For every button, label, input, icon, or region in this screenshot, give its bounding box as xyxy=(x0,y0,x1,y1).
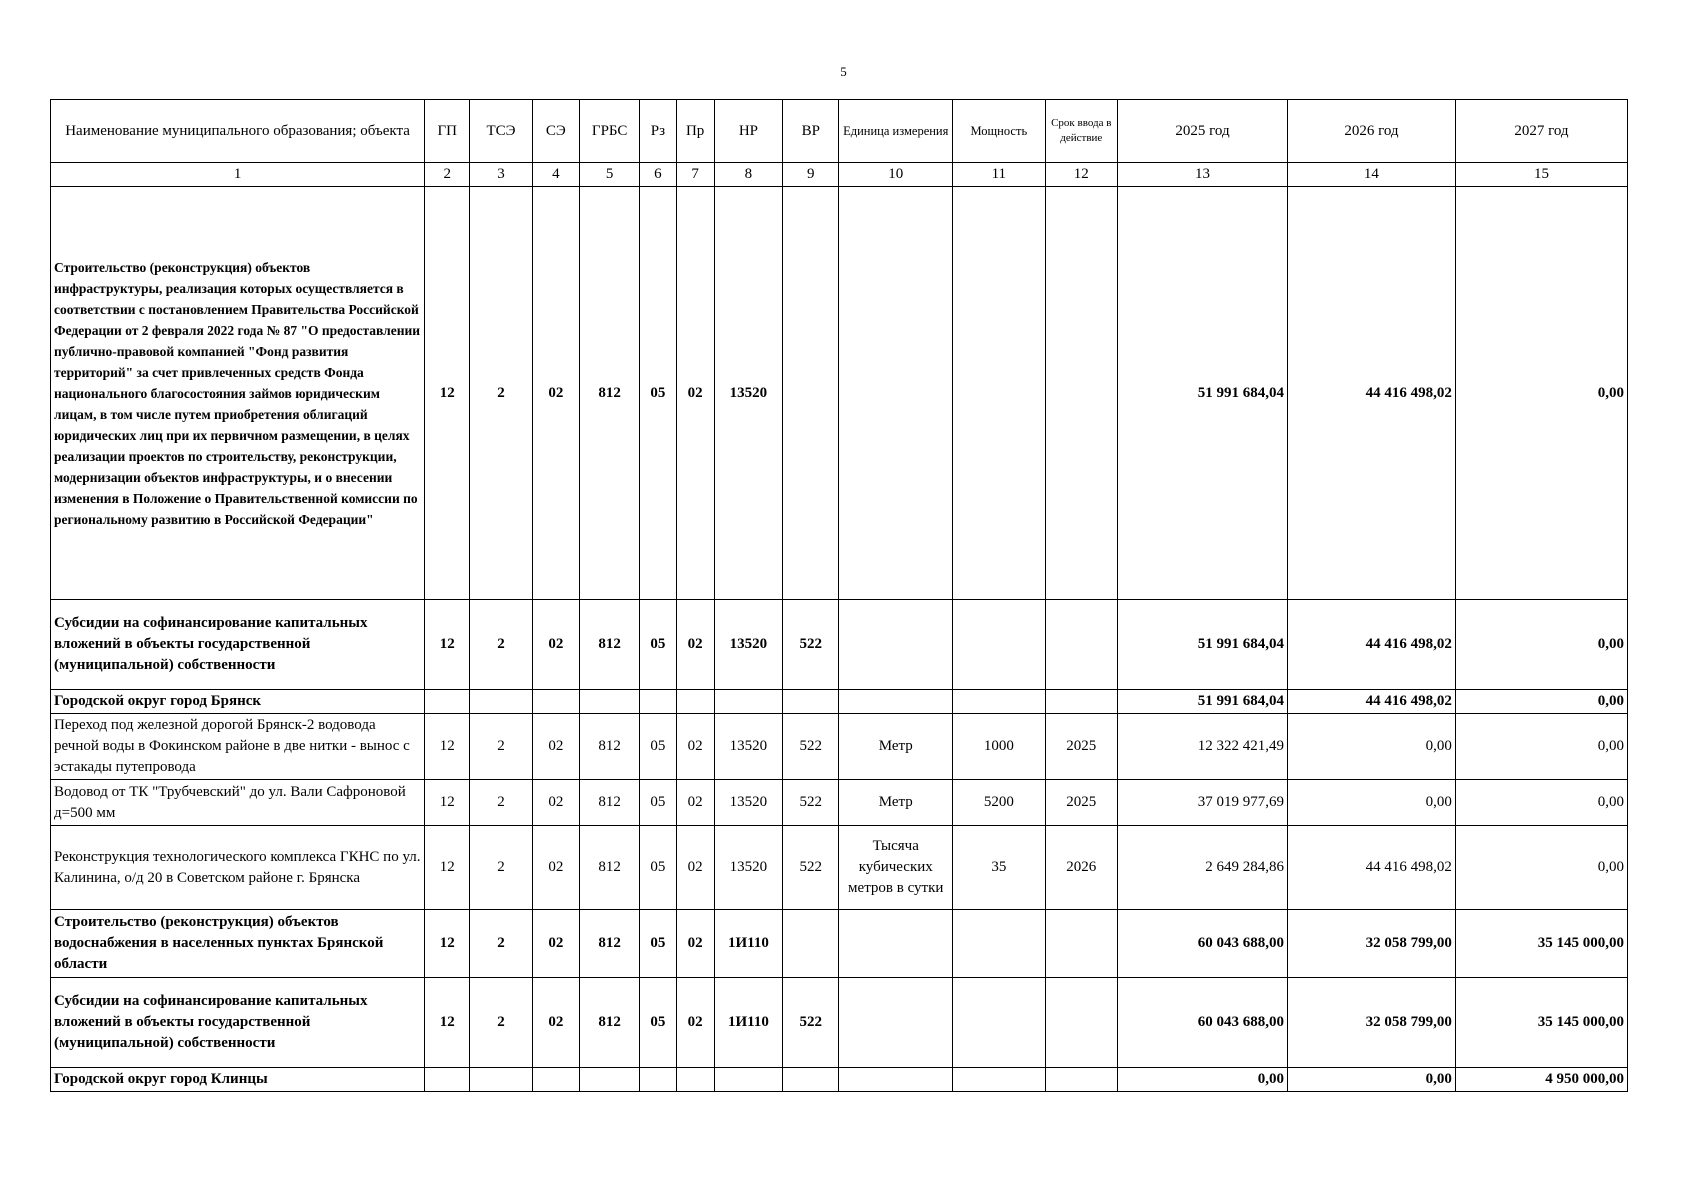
col-number: 13 xyxy=(1117,163,1287,187)
header-2027: 2027 год xyxy=(1455,100,1627,163)
row-term xyxy=(1045,978,1117,1068)
row-2025: 0,00 xyxy=(1117,1068,1287,1092)
row-name: Субсидии на софинансирование капитальных вложений в объекты государственной (муниципальной) собственности xyxy=(51,600,425,690)
table-row xyxy=(51,780,1628,826)
row-2026: 0,00 xyxy=(1287,714,1455,780)
budget-table xyxy=(50,99,1628,1092)
header-2025: 2025 год xyxy=(1117,100,1287,163)
row-nr: 13520 xyxy=(714,714,782,780)
row-pr: 02 xyxy=(676,910,714,978)
row-se: 02 xyxy=(532,714,579,780)
row-unit xyxy=(839,600,953,690)
table-row xyxy=(51,826,1628,910)
col-number: 5 xyxy=(579,163,639,187)
row-2025: 12 322 421,49 xyxy=(1117,714,1287,780)
header-grbs: ГРБС xyxy=(579,100,639,163)
row-name: Водовод от ТК "Трубчевский" до ул. Вали Сафроновой д=500 мм xyxy=(51,780,425,826)
row-gp: 12 xyxy=(425,600,470,690)
page-number: 5 xyxy=(840,64,847,79)
row-se: 02 xyxy=(532,826,579,910)
table-header xyxy=(51,100,1628,163)
row-2026: 44 416 498,02 xyxy=(1287,187,1455,600)
header-gp: ГП xyxy=(425,100,470,163)
col-number: 15 xyxy=(1455,163,1627,187)
table-row xyxy=(51,187,1628,600)
header-capacity: Мощность xyxy=(953,100,1046,163)
col-number: 14 xyxy=(1287,163,1455,187)
row-2027: 35 145 000,00 xyxy=(1455,978,1627,1068)
empty-cell xyxy=(676,1068,714,1092)
row-grbs: 812 xyxy=(579,780,639,826)
row-unit: Метр xyxy=(839,780,953,826)
row-name: Реконструкция технологического комплекса ГКНС по ул. Калинина, о/д 20 в Советском районе г. Брянска xyxy=(51,826,425,910)
empty-cell xyxy=(714,1068,782,1092)
row-capacity xyxy=(953,600,1046,690)
row-tse: 2 xyxy=(470,780,532,826)
table-row xyxy=(51,600,1628,690)
row-capacity: 35 xyxy=(953,826,1046,910)
row-vr xyxy=(783,910,839,978)
row-rz: 05 xyxy=(640,187,676,600)
row-2025: 60 043 688,00 xyxy=(1117,978,1287,1068)
empty-cell xyxy=(579,690,639,714)
row-name: Строительство (реконструкция) объектов инфраструктуры, реализация которых осуществляется в соответствии с постановлением Правительства Российской Федерации от 2 февраля 2022 года № 87 "О предоставлении публично-правовой компанией "Фонд развития территорий" за счет привлеченных средств Фонда национального благосостояния займов юридическим лицам, в том числе путем приобретения облигаций юридических лиц при их первичном размещении, в целях реализации проектов по строительству, реконструкции, модернизации объектов инфраструктуры, и о внесении изменения в Положение о Правительственной комиссии по региональному развитию в Российской Федерации" xyxy=(51,187,425,600)
row-2026: 0,00 xyxy=(1287,780,1455,826)
empty-cell xyxy=(783,690,839,714)
empty-cell xyxy=(425,690,470,714)
table-row xyxy=(51,714,1628,780)
empty-cell xyxy=(532,690,579,714)
row-capacity xyxy=(953,187,1046,600)
row-rz: 05 xyxy=(640,714,676,780)
row-2026: 44 416 498,02 xyxy=(1287,826,1455,910)
table-row xyxy=(51,978,1628,1068)
row-name: Субсидии на софинансирование капитальных вложений в объекты государственной (муниципальной) собственности xyxy=(51,978,425,1068)
row-se: 02 xyxy=(532,780,579,826)
row-gp: 12 xyxy=(425,714,470,780)
header-tse: ТСЭ xyxy=(470,100,532,163)
row-term: 2026 xyxy=(1045,826,1117,910)
row-2025: 51 991 684,04 xyxy=(1117,600,1287,690)
row-se: 02 xyxy=(532,187,579,600)
header-term: Срок ввода в действие xyxy=(1045,100,1117,163)
row-2027: 0,00 xyxy=(1455,826,1627,910)
row-2026: 0,00 xyxy=(1287,1068,1455,1092)
row-2027: 35 145 000,00 xyxy=(1455,910,1627,978)
row-gp: 12 xyxy=(425,187,470,600)
row-capacity xyxy=(953,910,1046,978)
row-gp: 12 xyxy=(425,978,470,1068)
empty-cell xyxy=(953,690,1046,714)
row-vr: 522 xyxy=(783,714,839,780)
row-2025: 37 019 977,69 xyxy=(1117,780,1287,826)
row-capacity xyxy=(953,978,1046,1068)
row-grbs: 812 xyxy=(579,187,639,600)
row-pr: 02 xyxy=(676,780,714,826)
row-unit xyxy=(839,910,953,978)
row-grbs: 812 xyxy=(579,826,639,910)
row-vr: 522 xyxy=(783,780,839,826)
row-se: 02 xyxy=(532,910,579,978)
row-rz: 05 xyxy=(640,780,676,826)
empty-cell xyxy=(532,1068,579,1092)
col-number: 2 xyxy=(425,163,470,187)
row-grbs: 812 xyxy=(579,910,639,978)
row-term: 2025 xyxy=(1045,780,1117,826)
col-number: 12 xyxy=(1045,163,1117,187)
row-2026: 32 058 799,00 xyxy=(1287,978,1455,1068)
row-grbs: 812 xyxy=(579,714,639,780)
row-name: Городской округ город Брянск xyxy=(51,690,425,714)
empty-cell xyxy=(470,690,532,714)
row-grbs: 812 xyxy=(579,600,639,690)
row-2027: 0,00 xyxy=(1455,187,1627,600)
empty-cell xyxy=(714,690,782,714)
row-name: Строительство (реконструкция) объектов водоснабжения в населенных пунктах Брянской области xyxy=(51,910,425,978)
col-number: 11 xyxy=(953,163,1046,187)
col-number: 7 xyxy=(676,163,714,187)
row-2027: 0,00 xyxy=(1455,690,1627,714)
row-tse: 2 xyxy=(470,978,532,1068)
col-number: 9 xyxy=(783,163,839,187)
row-vr xyxy=(783,187,839,600)
row-term: 2025 xyxy=(1045,714,1117,780)
empty-cell xyxy=(1045,690,1117,714)
row-tse: 2 xyxy=(470,910,532,978)
row-term xyxy=(1045,910,1117,978)
col-number: 1 xyxy=(51,163,425,187)
row-term xyxy=(1045,600,1117,690)
header-pr: Пр xyxy=(676,100,714,163)
row-gp: 12 xyxy=(425,780,470,826)
row-capacity: 5200 xyxy=(953,780,1046,826)
row-unit xyxy=(839,187,953,600)
empty-cell xyxy=(839,690,953,714)
empty-cell xyxy=(640,1068,676,1092)
row-2027: 4 950 000,00 xyxy=(1455,1068,1627,1092)
empty-cell xyxy=(470,1068,532,1092)
row-rz: 05 xyxy=(640,826,676,910)
row-unit: Тысяча кубических метров в сутки xyxy=(839,826,953,910)
empty-cell xyxy=(839,1068,953,1092)
empty-cell xyxy=(425,1068,470,1092)
row-tse: 2 xyxy=(470,714,532,780)
table-row xyxy=(51,910,1628,978)
empty-cell xyxy=(953,1068,1046,1092)
row-rz: 05 xyxy=(640,600,676,690)
row-se: 02 xyxy=(532,600,579,690)
empty-cell xyxy=(783,1068,839,1092)
header-nr: НР xyxy=(714,100,782,163)
row-nr: 1И110 xyxy=(714,978,782,1068)
row-2027: 0,00 xyxy=(1455,714,1627,780)
row-grbs: 812 xyxy=(579,978,639,1068)
col-number: 6 xyxy=(640,163,676,187)
row-gp: 12 xyxy=(425,910,470,978)
row-se: 02 xyxy=(532,978,579,1068)
empty-cell xyxy=(640,690,676,714)
empty-cell xyxy=(1045,1068,1117,1092)
row-2027: 0,00 xyxy=(1455,780,1627,826)
empty-cell xyxy=(676,690,714,714)
row-2025: 51 991 684,04 xyxy=(1117,187,1287,600)
row-name: Переход под железной дорогой Брянск-2 водовода речной воды в Фокинском районе в две нитки - вынос с эстакады путепровода xyxy=(51,714,425,780)
row-2025: 51 991 684,04 xyxy=(1117,690,1287,714)
row-2026: 44 416 498,02 xyxy=(1287,690,1455,714)
row-gp: 12 xyxy=(425,826,470,910)
row-tse: 2 xyxy=(470,187,532,600)
col-number: 4 xyxy=(532,163,579,187)
row-nr: 13520 xyxy=(714,826,782,910)
row-rz: 05 xyxy=(640,978,676,1068)
empty-cell xyxy=(579,1068,639,1092)
row-pr: 02 xyxy=(676,187,714,600)
row-tse: 2 xyxy=(470,826,532,910)
row-vr: 522 xyxy=(783,600,839,690)
col-number: 10 xyxy=(839,163,953,187)
col-number: 3 xyxy=(470,163,532,187)
table-row xyxy=(51,690,1628,714)
column-numbers-row xyxy=(51,163,1628,187)
row-vr: 522 xyxy=(783,978,839,1068)
row-pr: 02 xyxy=(676,978,714,1068)
row-pr: 02 xyxy=(676,714,714,780)
row-2026: 44 416 498,02 xyxy=(1287,600,1455,690)
row-nr: 13520 xyxy=(714,600,782,690)
row-2026: 32 058 799,00 xyxy=(1287,910,1455,978)
header-rz: Рз xyxy=(640,100,676,163)
row-capacity: 1000 xyxy=(953,714,1046,780)
row-tse: 2 xyxy=(470,600,532,690)
row-pr: 02 xyxy=(676,600,714,690)
row-nr: 13520 xyxy=(714,187,782,600)
row-vr: 522 xyxy=(783,826,839,910)
row-2025: 2 649 284,86 xyxy=(1117,826,1287,910)
header-name: Наименование муниципального образования; объекта xyxy=(51,100,425,163)
row-unit: Метр xyxy=(839,714,953,780)
row-2025: 60 043 688,00 xyxy=(1117,910,1287,978)
row-nr: 1И110 xyxy=(714,910,782,978)
row-pr: 02 xyxy=(676,826,714,910)
table-row xyxy=(51,1068,1628,1092)
row-2027: 0,00 xyxy=(1455,600,1627,690)
header-vr: ВР xyxy=(783,100,839,163)
row-unit xyxy=(839,978,953,1068)
row-term xyxy=(1045,187,1117,600)
row-name: Городской округ город Клинцы xyxy=(51,1068,425,1092)
header-2026: 2026 год xyxy=(1287,100,1455,163)
row-rz: 05 xyxy=(640,910,676,978)
col-number: 8 xyxy=(714,163,782,187)
header-se: СЭ xyxy=(532,100,579,163)
header-unit: Единица измерения xyxy=(839,100,953,163)
row-nr: 13520 xyxy=(714,780,782,826)
